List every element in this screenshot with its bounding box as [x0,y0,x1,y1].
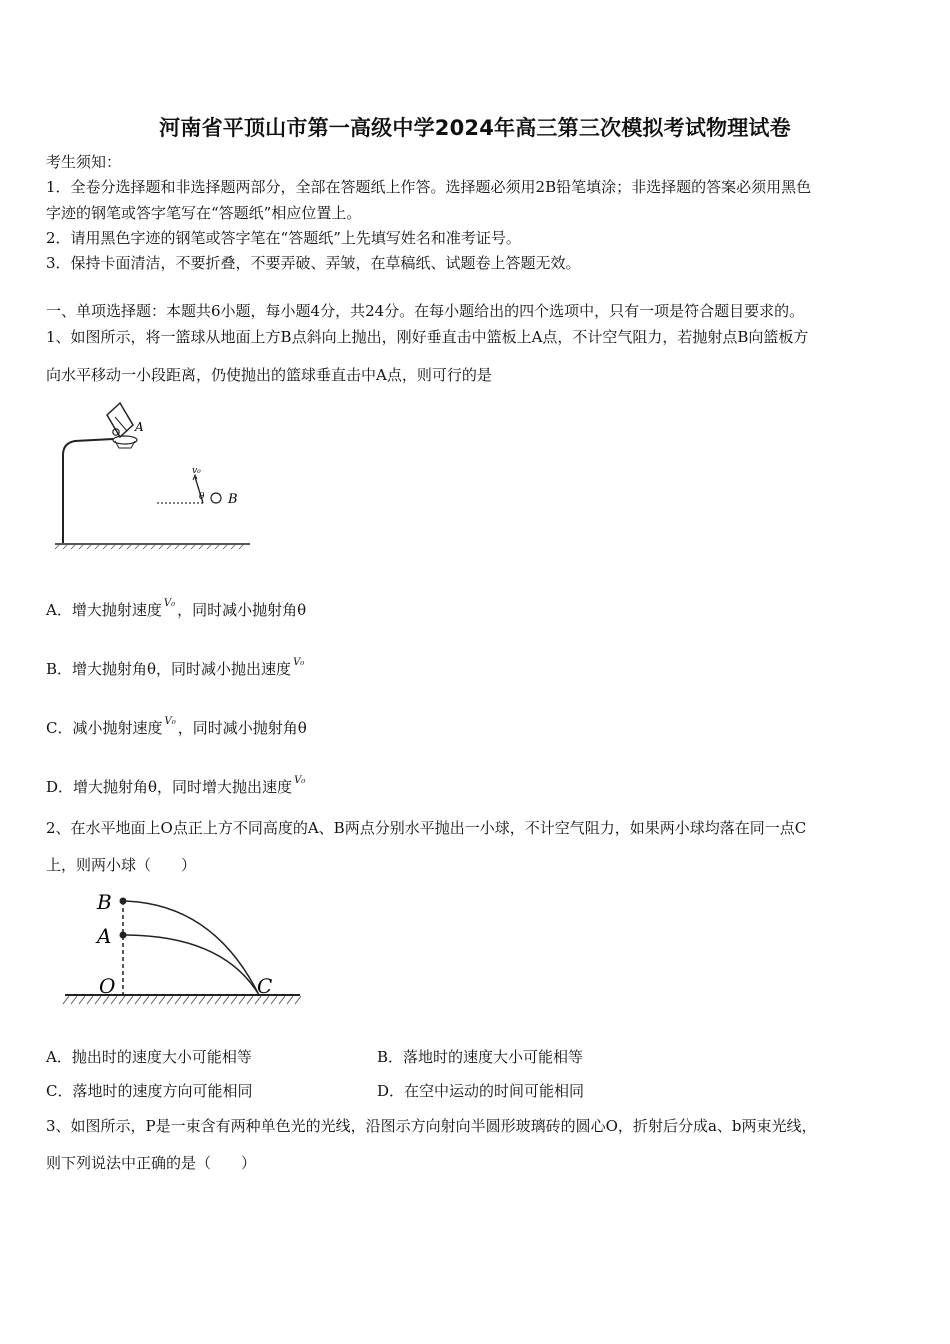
section-heading: 一、单项选择题：本题共6小题，每小题4分，共24分。在每小题给出的四个选项中，只有一项是符合题目要求的。 [46,302,805,320]
q1-option-a[interactable]: A．增大抛射速度 $^{V_0}$ ，同时减小抛射角θ [46,598,307,619]
q2-label-b: B [97,890,112,914]
q1-basketball-figure [45,395,305,555]
q1-stem-line-1: 1、如图所示，将一篮球从地面上方B点斜向上抛出，刚好垂直击中篮板上A点，不计空气阻力，若抛射点B向篮板方 [46,328,809,346]
notice-line-3: 2．请用黑色字迹的钢笔或答字笔在“答题纸”上先填写姓名和准考证号。 [46,229,521,247]
q2-option-b[interactable]: B．落地时的速度大小可能相等 [377,1048,584,1066]
notice-line-4: 3．保持卡面清洁，不要折叠，不要弄破、弄皱，在草稿纸、试题卷上答题无效。 [46,254,581,272]
notice-heading: 考生须知： [46,153,122,171]
q1-label-v0: v₀ [192,466,201,476]
q2-label-a: A [97,924,112,948]
page-title: 河南省平顶山市第一高级中学2024年高三第三次模拟考试物理试卷 [159,116,791,140]
q1-label-b: B [228,492,238,507]
notice-line-1: 1．全卷分选择题和非选择题两部分，全部在答题纸上作答。选择题必须用2B铅笔填涂；非选择题的答案必须用黑色 [46,178,812,196]
q2-option-a[interactable]: A．抛出时的速度大小可能相等 [46,1048,252,1066]
q2-projectile-figure [55,885,325,1015]
q2-label-o: O [99,974,116,998]
q1-option-b[interactable]: B．增大抛射角θ，同时减小抛出速度 $^{V_0}$ [46,657,305,678]
q3-stem-line-1: 3、如图所示，P是一束含有两种单色光的光线，沿图示方向射向半圆形玻璃砖的圆心O，折射后分成a、b两束光线， [46,1117,817,1135]
q1-stem-line-2: 向水平移动一小段距离，仍使抛出的篮球垂直击中A点，则可行的是 [46,366,492,384]
q2-option-d[interactable]: D．在空中运动的时间可能相同 [377,1082,585,1100]
q3-stem-line-2: 则下列说法中正确的是（ ） [46,1154,257,1172]
q2-option-c[interactable]: C．落地时的速度方向可能相同 [46,1082,253,1100]
q1-label-a: A [135,420,144,434]
q2-label-c: C [257,974,273,998]
q2-stem-line-1: 2、在水平地面上O点正上方不同高度的A、B两点分别水平抛出一小球，不计空气阻力，如果两小球均落在同一点C [46,819,807,837]
q1-option-c[interactable]: C．减小抛射速度 $^{V_0}$ ，同时减小抛射角θ [46,716,307,737]
notice-line-2: 字迹的钢笔或答字笔写在“答题纸”相应位置上。 [46,204,362,222]
q1-label-theta: θ [199,492,205,502]
q2-stem-line-2: 上，则两小球（ ） [46,856,197,874]
q1-option-d[interactable]: D．增大抛射角θ，同时增大抛出速度 $^{V_0}$ [46,775,306,796]
